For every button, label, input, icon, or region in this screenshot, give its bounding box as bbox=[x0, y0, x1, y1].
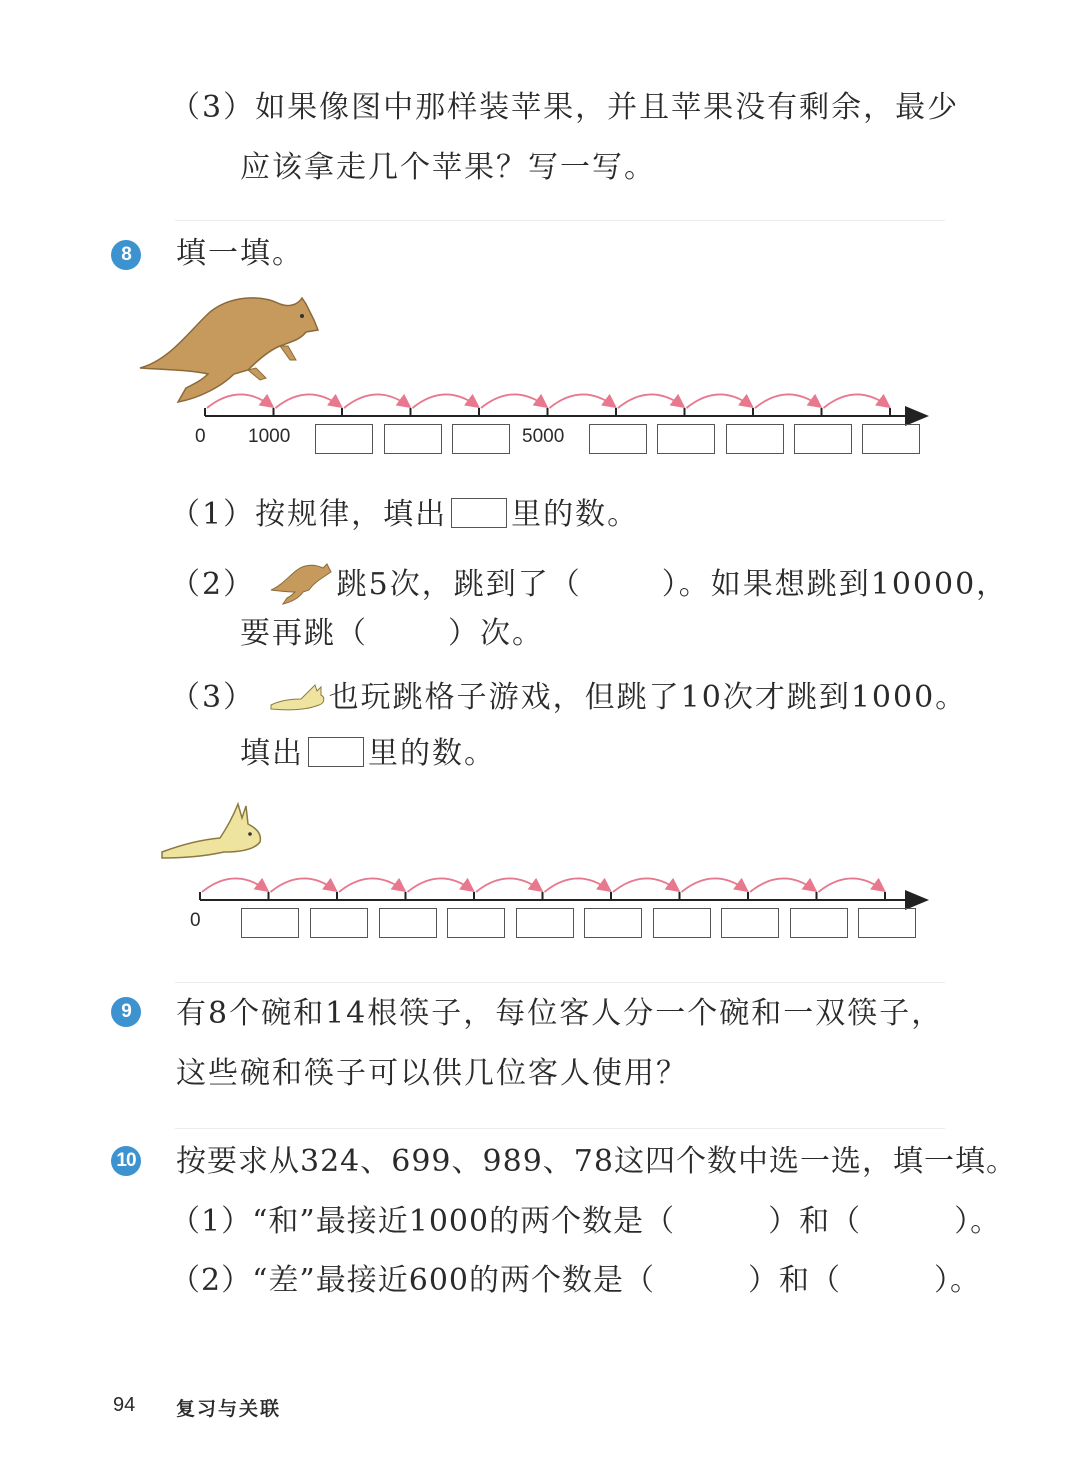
answer-box[interactable] bbox=[379, 908, 437, 938]
jump-arc bbox=[202, 878, 267, 892]
number-line-2-label-0: 0 bbox=[190, 910, 201, 931]
q10-part2: （2）“差”最接近600的两个数是（ ）和（ ）。 bbox=[170, 1263, 982, 1298]
inline-box-icon bbox=[308, 737, 364, 767]
kangaroo-icon bbox=[269, 562, 335, 606]
answer-box[interactable] bbox=[241, 908, 299, 938]
q8-part3-line2: 填出 里的数。 bbox=[240, 736, 496, 771]
jump-arc bbox=[276, 394, 341, 408]
q10-part1: （1）“和”最接近1000的两个数是（ ）和（ ）。 bbox=[170, 1204, 1002, 1239]
q7-part3-line2: 应该拿走几个苹果？写一写。 bbox=[240, 150, 656, 185]
jump-arc bbox=[613, 878, 678, 892]
q8-number-badge: 8 bbox=[111, 240, 141, 270]
divider bbox=[175, 220, 945, 221]
divider bbox=[175, 1128, 945, 1129]
answer-box[interactable] bbox=[310, 908, 368, 938]
q8-part1: （1）按规律，填出 里的数。 bbox=[170, 497, 640, 532]
answer-box[interactable] bbox=[721, 908, 779, 938]
inline-box-icon bbox=[451, 498, 507, 528]
answer-box[interactable] bbox=[584, 908, 642, 938]
jump-arc bbox=[476, 878, 541, 892]
number-line-2 bbox=[190, 862, 930, 912]
jump-arc bbox=[413, 394, 478, 408]
q10-line1: 按要求从324、699、989、78这四个数中选一选，填一填。 bbox=[176, 1144, 1017, 1179]
answer-box[interactable] bbox=[653, 908, 711, 938]
q8-part3-line1: （3） 也玩跳格子游戏，但跳了10次才跳到1000。 bbox=[170, 680, 968, 715]
jump-arc bbox=[271, 878, 336, 892]
number-line-1-label-0: 0 bbox=[195, 426, 206, 447]
answer-box[interactable] bbox=[657, 424, 715, 454]
number-line-1-label-1000: 1000 bbox=[248, 426, 291, 447]
q8-part2-line1: （2） 跳5次，跳到了（ ）。如果想跳到10000， bbox=[170, 562, 1008, 606]
q9-line1: 有8个碗和14根筷子，每位客人分一个碗和一双筷子， bbox=[176, 996, 944, 1031]
rabbit-illustration bbox=[158, 800, 268, 864]
jump-arc bbox=[408, 878, 473, 892]
jump-arc bbox=[481, 394, 546, 408]
answer-box[interactable] bbox=[516, 908, 574, 938]
q9-line2: 这些碗和筷子可以供几位客人使用？ bbox=[176, 1056, 688, 1091]
jump-arc bbox=[824, 394, 889, 408]
page-number: 94 bbox=[113, 1394, 136, 1416]
q10-number-badge: 10 bbox=[111, 1146, 141, 1176]
q7-part3-line1: （3）如果像图中那样装苹果，并且苹果没有剩余，最少 bbox=[170, 90, 960, 125]
jump-arc bbox=[819, 878, 884, 892]
jump-arc bbox=[682, 878, 747, 892]
divider bbox=[175, 982, 945, 983]
answer-box[interactable] bbox=[858, 908, 916, 938]
answer-box[interactable] bbox=[726, 424, 784, 454]
answer-box[interactable] bbox=[315, 424, 373, 454]
answer-box[interactable] bbox=[862, 424, 920, 454]
answer-box[interactable] bbox=[790, 908, 848, 938]
answer-box[interactable] bbox=[589, 424, 647, 454]
answer-box[interactable] bbox=[447, 908, 505, 938]
jump-arc bbox=[618, 394, 683, 408]
q9-number-badge: 9 bbox=[111, 997, 141, 1027]
jump-arc bbox=[550, 394, 615, 408]
rabbit-icon bbox=[269, 683, 327, 713]
q8-part2-line2: 要再跳（ ）次。 bbox=[240, 616, 544, 651]
jump-arc bbox=[545, 878, 610, 892]
jump-arc bbox=[687, 394, 752, 408]
q8-title: 填一填。 bbox=[176, 236, 304, 271]
section-title: 复习与关联 bbox=[176, 1398, 282, 1420]
jump-arc bbox=[339, 878, 404, 892]
answer-box[interactable] bbox=[794, 424, 852, 454]
answer-box[interactable] bbox=[452, 424, 510, 454]
answer-box[interactable] bbox=[384, 424, 442, 454]
jump-arc bbox=[207, 394, 272, 408]
jump-arc bbox=[344, 394, 409, 408]
number-line-1-label-5000: 5000 bbox=[522, 426, 565, 447]
number-line-1 bbox=[195, 378, 935, 428]
jump-arc bbox=[750, 878, 815, 892]
jump-arc bbox=[755, 394, 820, 408]
